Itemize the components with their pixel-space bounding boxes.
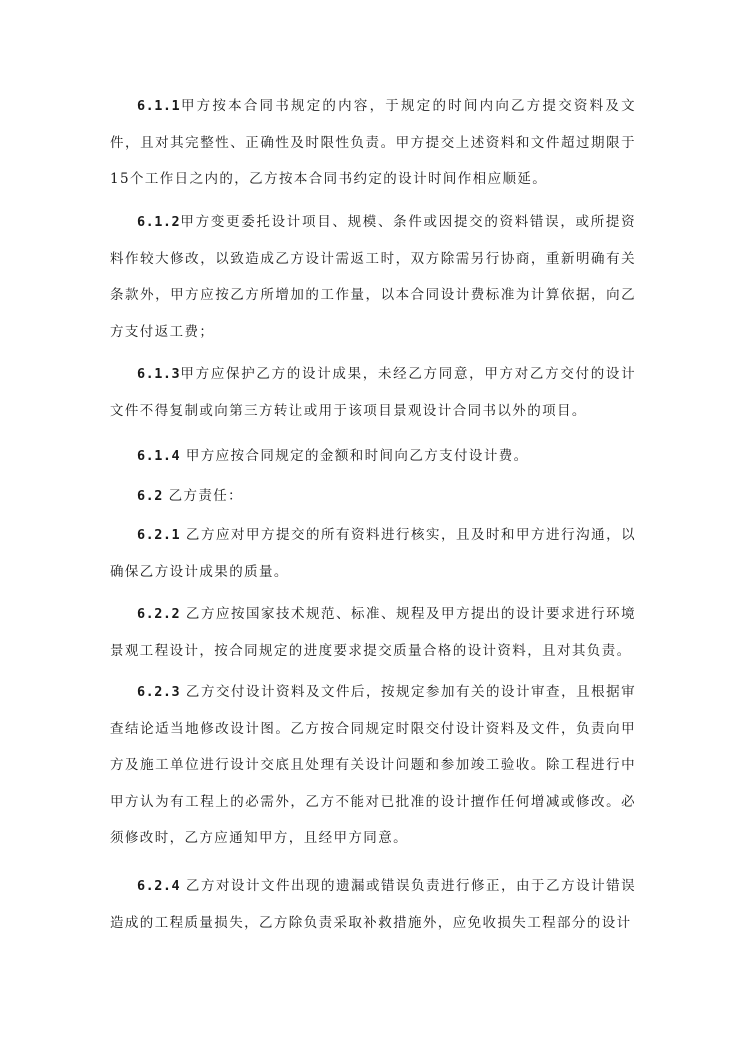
clause-text: 甲方应保护乙方的设计成果，未经乙方同意，甲方对乙方交付的设计文件不得复制或向第三方转让或用于该项目景观设计合同书以外的项目。 <box>110 366 636 419</box>
clause-text: 乙方责任： <box>162 488 244 504</box>
clause-number: 6.2 <box>137 488 163 504</box>
clause-6-1-4 <box>110 438 636 475</box>
clause-number: 6.2.4 <box>137 878 181 894</box>
clause-text: 甲方应按合同规定的金额和时间向乙方支付设计费。 <box>180 448 529 464</box>
clause-text: 乙方应对甲方提交的所有资料进行核实，且及时和甲方进行沟通，以确保乙方设计成果的质量。 <box>110 527 636 580</box>
clause-6-1-3 <box>110 356 636 429</box>
clause-number: 6.2.3 <box>137 684 181 700</box>
clause-6-1-1 <box>110 88 636 198</box>
clause-text: 乙方交付设计资料及文件后，按规定参加有关的设计审查，且根据审查结论适当地修改设计图。乙方按合同规定时限交付设计资料及文件，负责向甲方及施工单位进行设计交底且处理有关设计问题和参加竣工验收。除工程进行中甲方认为有工程上的必需外，乙方不能对已批准的设计擅作任何增减或修改。必须修改时，乙方应通知甲方，且经甲方同意。 <box>110 684 636 846</box>
clause-6-2-2 <box>110 596 636 669</box>
clause-6-2-3 <box>110 674 636 857</box>
clause-number: 6.1.4 <box>137 448 181 464</box>
clause-6-2-1 <box>110 517 636 590</box>
clause-text: 甲方变更委托设计项目、规模、条件或因提交的资料错误，或所提资料作较大修改，以致造成乙方设计需返工时，双方除需另行协商，重新明确有关条款外，甲方应按乙方所增加的工作量，以本合同设计费标准为计算依据，向乙方支付返工费； <box>110 214 636 340</box>
clause-text: 乙方应按国家技术规范、标准、规程及甲方提出的设计要求进行环境景观工程设计，按合同规定的进度要求提交质量合格的设计资料，且对其负责。 <box>110 606 636 659</box>
clause-number: 6.1.1 <box>137 98 181 114</box>
clause-number: 6.1.3 <box>137 366 181 382</box>
clause-text: 甲方按本合同书规定的内容，于规定的时间内向乙方提交资料及文件，且对其完整性、正确性及时限性负责。甲方提交上述资料和文件超过期限于15个工作日之内的，乙方按本合同书约定的设计时间作相应顺延。 <box>110 98 636 187</box>
clause-number: 6.2.1 <box>137 527 181 543</box>
clause-number: 6.1.2 <box>137 214 181 230</box>
clause-text: 乙方对设计文件出现的遗漏或错误负责进行修正，由于乙方设计错误造成的工程质量损失，乙方除负责采取补救措施外，应免收损失工程部分的设计 <box>110 878 636 931</box>
clause-6-1-2 <box>110 204 636 350</box>
clause-number: 6.2.2 <box>137 606 181 622</box>
section-6-2-heading <box>110 478 636 515</box>
clause-6-2-4 <box>110 868 636 941</box>
